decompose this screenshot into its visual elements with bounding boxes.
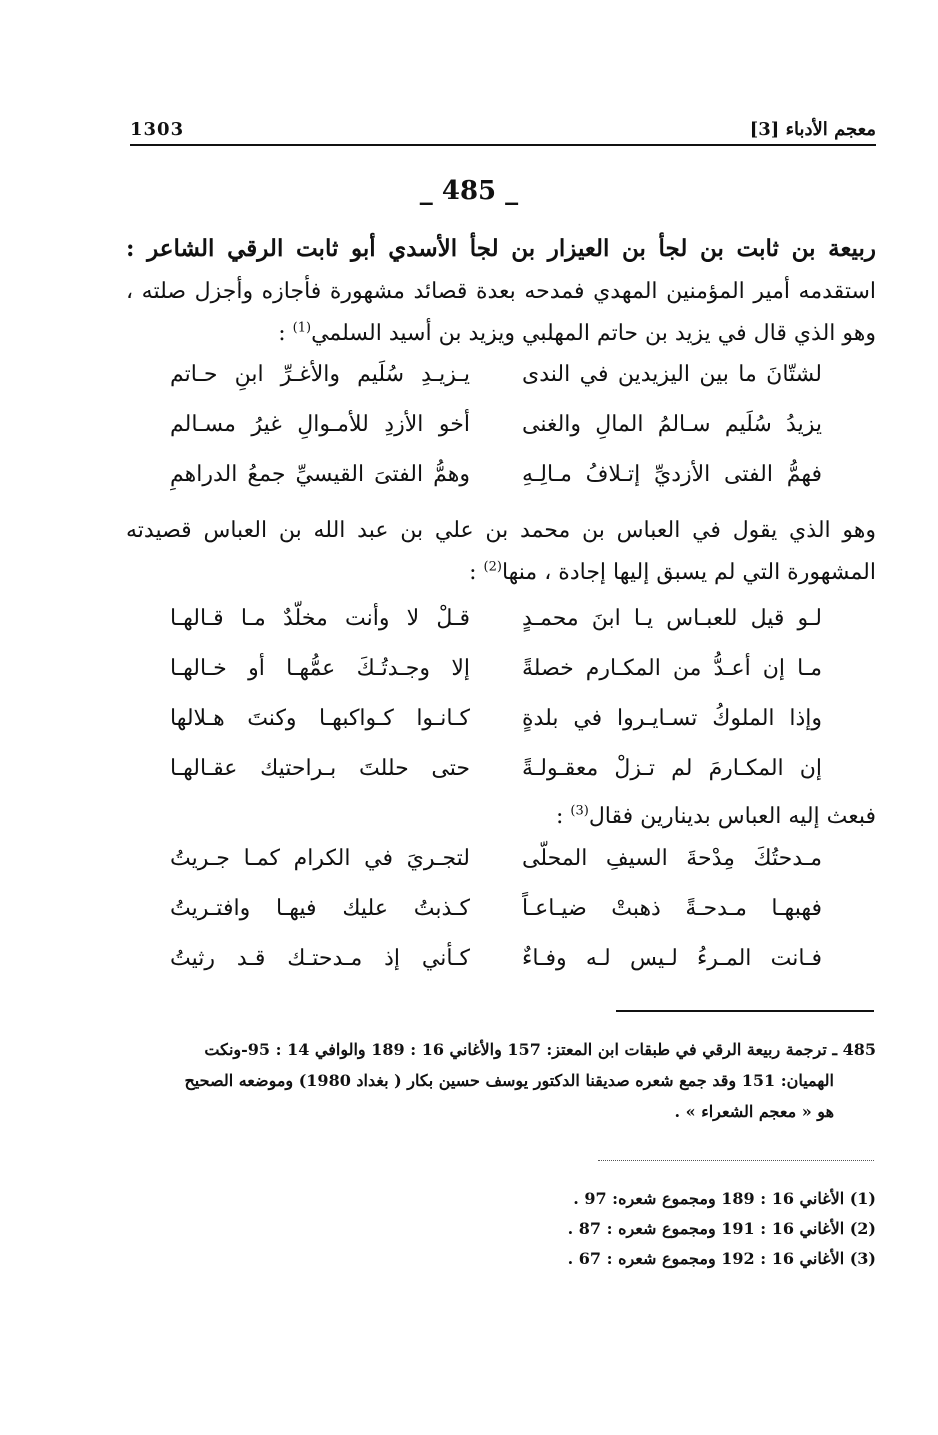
third-paragraph: فبعث إليه العباس بدينارين فقال$^{(3)}$ : <box>555 803 876 829</box>
footnote-ref-3: (3) <box>570 803 589 819</box>
footnote-line: 485 ـ ترجمة ربيعة الرقي في طبقات ابن المعتز: 157 والأغاني 16 : 189 والوافي 14 : 95-ونكت <box>204 1040 876 1059</box>
verse-line <box>170 884 822 934</box>
intro-text: استقدمه أمير المؤمنين المهدي فمدحه بعدة قصائد مشهورة فأجازه وأجزل صلته ، وهو الذي قال في يزيد بن حاتم المهلبي ويزيد بن أسيد السلمي <box>126 279 876 346</box>
first-hemistich: لشتّانَ ما بين اليزيدين في الندى <box>522 362 822 387</box>
footnote-line: الهميان: 151 وقد جمع شعره صديقنا الدكتور يوسف حسين بكار ( بغداد 1980) وموضعه الصحيح <box>184 1071 834 1090</box>
first-hemistich: فهبهـا مـدحـةً ذهبتْ ضيـاعـاً <box>522 896 822 921</box>
first-hemistich: لـو قيل للعبـاس يـا ابنَ محمـدٍ <box>522 606 822 631</box>
poem-3 <box>170 834 822 984</box>
first-hemistich: فـانت المـرءُ لـيس لـه وفـاءٌ <box>522 946 822 971</box>
second-hemistich: أخو الأزدِ للأمـوالِ غيرُ مسـالم <box>170 412 470 437</box>
first-hemistich: يزيدُ سُلَيم سـالمُ المالِ والغنى <box>522 412 822 437</box>
first-hemistich: فهمُّ الفتى الأزديِّ إتـلافُ مـالِـهِ <box>522 462 822 487</box>
second-hemistich: إلا وجـدتُـكَ عمُّهـا أو خـالهـا <box>170 656 470 681</box>
second-hemistich: كـأني إذ مـدحتـك قـد رثيتُ <box>170 946 470 971</box>
verse-line <box>170 694 822 744</box>
intro-paragraph: ربيعة بن ثابت بن لجأ بن العيزار بن لجأ الأسدي أبو ثابت الرقي الشاعر : استقدمه أمير المؤمنين المهدي فمدحه بعدة قصائد مشهورة فأجازه وأجزل صلته ، وهو الذي قال في يزيد بن حاتم المهلبي ويزيد بن أسيد السلمي$^{(1)}$ : <box>126 235 876 346</box>
dotted-separator <box>598 1160 874 1161</box>
second-paragraph: وهو الذي يقول في العباس بن محمد بن علي بن عبد الله بن العباس قصيدته المشهورة التي لم يسبق إليها إجادة ، منها$^{(2)}$ : <box>126 518 876 585</box>
first-hemistich: وإذا الملوكُ تسـايـروا في بلدةٍ <box>522 706 822 731</box>
notes-list <box>476 1184 876 1274</box>
verse-line <box>170 350 822 400</box>
biography-footnote <box>126 1034 876 1127</box>
verse-line <box>170 594 822 644</box>
second-hemistich: يـزيـدِ سُلَيم والأغـرِّ ابنِ حـاتم <box>170 362 470 387</box>
second-hemistich: كـانـوا كـواكبهـا وكنتَ هـلالها <box>170 706 470 731</box>
paragraph-text: وهو الذي يقول في العباس بن محمد بن علي بن عبد الله بن العباس قصيدته المشهورة التي لم يسبق إليها إجادة ، منها <box>126 518 876 585</box>
verse-line <box>170 644 822 694</box>
second-hemistich: كـذبتُ عليك فيهـا وافتـريتُ <box>170 896 470 921</box>
footnote-separator <box>616 1010 874 1012</box>
verse-line <box>170 450 822 500</box>
verse-line <box>170 744 822 794</box>
poem-1 <box>170 350 822 500</box>
footnote-line: هو « معجم الشعراء » . <box>674 1102 834 1121</box>
verse-line <box>170 934 822 984</box>
second-hemistich: قـلْ لا وأنت مخلّدٌ مـا قـالهـا <box>170 606 470 631</box>
second-hemistich: حتى حللتَ بـراحتيك عقـالهـا <box>170 756 470 781</box>
note-item: (3) الأغاني 16 : 192 ومجموع شعره : 67 . <box>567 1249 876 1268</box>
verse-line <box>170 834 822 884</box>
second-hemistich: وهمُّ الفتىَ القيسيِّ جمعُ الدراهمِ <box>170 462 470 487</box>
paragraph-text: فبعث إليه العباس بدينارين فقال <box>588 804 876 829</box>
entry-name: ربيعة بن ثابت بن لجأ بن العيزار بن لجأ الأسدي أبو ثابت الرقي الشاعر : <box>126 235 876 262</box>
verse-line <box>170 400 822 450</box>
note-item: (1) الأغاني 16 : 189 ومجموع شعره: 97 . <box>573 1189 876 1208</box>
running-header <box>130 100 876 146</box>
note-item: (2) الأغاني 16 : 191 ومجموع شعره : 87 . <box>567 1219 876 1238</box>
page-number: 1303 <box>130 119 185 140</box>
first-hemistich: إن المكـارمَ لم تـزلْ معقـولـةً <box>522 756 822 781</box>
first-hemistich: مـا إن أعـدُّ من المكـارم خصلةً <box>522 656 822 681</box>
footnote-ref-2: (2) <box>483 559 502 575</box>
second-hemistich: لتجـريَ في الكرام كمـا جـريتُ <box>170 846 470 871</box>
poem-2 <box>170 594 822 794</box>
first-hemistich: مـدحتُكَ مِدْحةَ السيفِ المحلّى <box>522 846 822 871</box>
entry-number: _ 485 _ <box>419 176 519 206</box>
running-title: معجم الأدباء [3] <box>749 119 876 140</box>
footnote-ref-1: (1) <box>292 320 312 336</box>
